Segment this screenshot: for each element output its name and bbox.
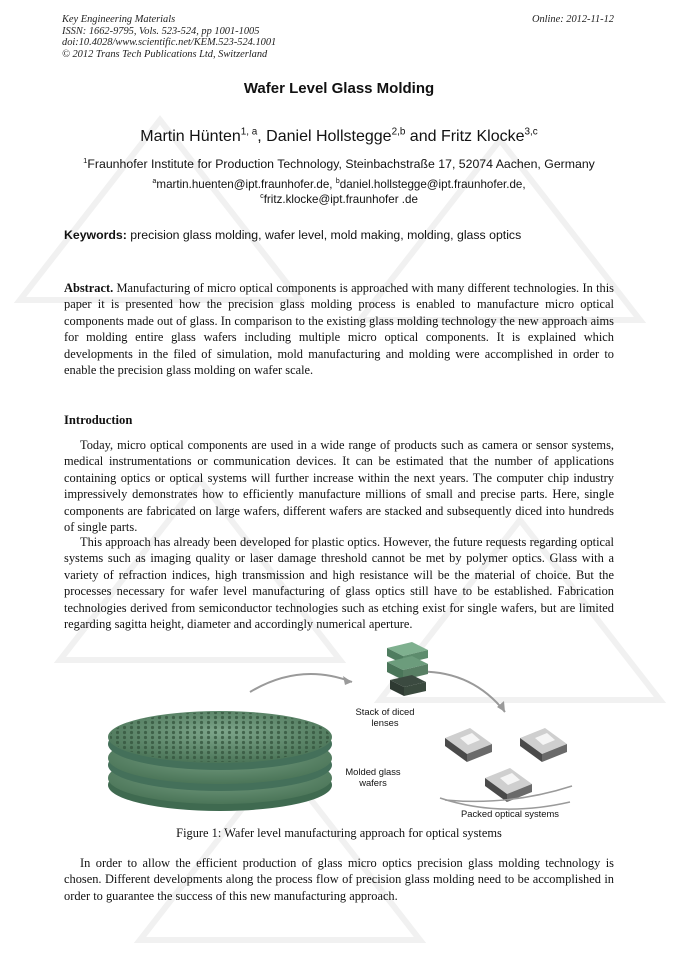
body-paragraph: Today, micro optical components are used in a wide range of products such as camera or sensor systems, medical instrumentations or communication devices. It can be estimated that the number of applications containing optics or optical systems will further increase within the next years. The computer chip industry impressively demonstrates how to efficiently manufacture millions of small and precise parts. Here, single components are fabricated on large wafers, different wafers are stacked and subsequently diced into hundreds of single parts. bbox=[64, 438, 614, 535]
process-arrow bbox=[412, 672, 505, 712]
molded-wafer-stack bbox=[108, 711, 332, 811]
author-separator: , bbox=[257, 128, 267, 145]
affiliation bbox=[0, 157, 678, 172]
author-superscript: 1, a bbox=[240, 126, 258, 138]
process-arrow-head bbox=[497, 701, 505, 712]
author-name: Daniel Hollstegge bbox=[266, 128, 392, 145]
figure-illustration bbox=[100, 640, 600, 825]
label-stack-of-diced-lenses: Stack of diced lenses bbox=[355, 706, 415, 728]
author-name: Martin Hünten bbox=[140, 128, 241, 145]
email-link[interactable]: daniel.hollstegge@ipt.fraunhofer.de, bbox=[339, 178, 526, 191]
abstract-text: Manufacturing of micro optical components is approached with many different technologies. In this paper it is presented how the precision glass molding process is enabled to manufacture micro optical components made out of glass. In comparison to the existing glass molding technology the new approach aims for molding entire glass wafers including multiple micro optical components. It is explained which developments in the filed of simulation, mold manufacturing and molding were accomplished in order to enable the precision glass molding on wafer scale. bbox=[64, 281, 614, 378]
doi-line: doi:10.4028/www.scientific.net/KEM.523-524.1001 bbox=[62, 37, 277, 49]
author-list bbox=[0, 128, 678, 146]
email-link[interactable]: martin.huenten@ipt.fraunhofer.de, bbox=[156, 178, 336, 191]
label-packed-optical-systems: Packed optical systems bbox=[461, 808, 559, 819]
author-separator: and bbox=[405, 128, 441, 145]
email-superscript: b bbox=[335, 176, 340, 186]
affiliation-text: Fraunhofer Institute for Production Technology, Steinbachstraße 17, 52074 Aachen, Germany bbox=[87, 157, 595, 171]
paper-title: Wafer Level Glass Molding bbox=[243, 80, 435, 97]
body-paragraph: This approach has already been developed for plastic optics. However, the future requests regarding optical systems such as imaging quality or laser damage threshold cannot be met by polymer optics. Glass with a variety of refraction indices, high transmission and high resistance will be the material of choice. But the processes necessary for wafer level manufacturing of glass optics still have to be established. Fabrication technologies derived from semiconductor technologies such as etching exist for single wafers, but are limited regarding sagitta height, diameter and accordingly numerical aperture. bbox=[64, 535, 614, 632]
email-superscript: c bbox=[260, 191, 264, 201]
process-arrow bbox=[250, 674, 352, 692]
affiliation-superscript: 1 bbox=[83, 155, 88, 165]
label-molded-glass-wafers: Molded glass wafers bbox=[345, 766, 401, 788]
packed-optical-system bbox=[445, 728, 492, 762]
author-emails bbox=[0, 177, 678, 207]
packed-optical-system bbox=[520, 728, 567, 762]
abstract-label: Abstract. bbox=[64, 281, 114, 295]
issn-line: ISSN: 1662-9795, Vols. 523-524, pp 1001-1005 bbox=[62, 25, 260, 37]
keywords-text: precision glass molding, wafer level, mold making, molding, glass optics bbox=[126, 228, 522, 242]
keywords bbox=[64, 228, 624, 242]
author-superscript: 3,c bbox=[524, 126, 538, 138]
diced-lens-stack bbox=[387, 642, 428, 696]
section-heading: Introduction bbox=[64, 413, 133, 427]
journal-name: Key Engineering Materials bbox=[62, 14, 176, 25]
figure-caption: Figure 1: Wafer level manufacturing approach for optical systems bbox=[176, 826, 502, 840]
copyright-line: © 2012 Trans Tech Publications Ltd, Switzerland bbox=[62, 48, 268, 60]
abstract bbox=[64, 280, 614, 378]
email-link[interactable]: fritz.klocke@ipt.fraunhofer .de bbox=[263, 193, 418, 206]
keywords-label: Keywords: bbox=[64, 228, 127, 242]
online-date: Online: 2012-11-12 bbox=[531, 14, 614, 25]
journal-header bbox=[62, 14, 276, 60]
figure-1 bbox=[100, 640, 600, 825]
body-paragraph: In order to allow the efficient production of glass micro optics precision glass molding technology is chosen. Different developments along the process flow of precision glass molding need to be accomplished in order to guarantee the success of this new manufacturing approach. bbox=[64, 856, 614, 903]
author-name: Fritz Klocke bbox=[440, 128, 525, 145]
email-superscript: a bbox=[152, 176, 157, 186]
author-superscript: 2,b bbox=[391, 126, 406, 138]
